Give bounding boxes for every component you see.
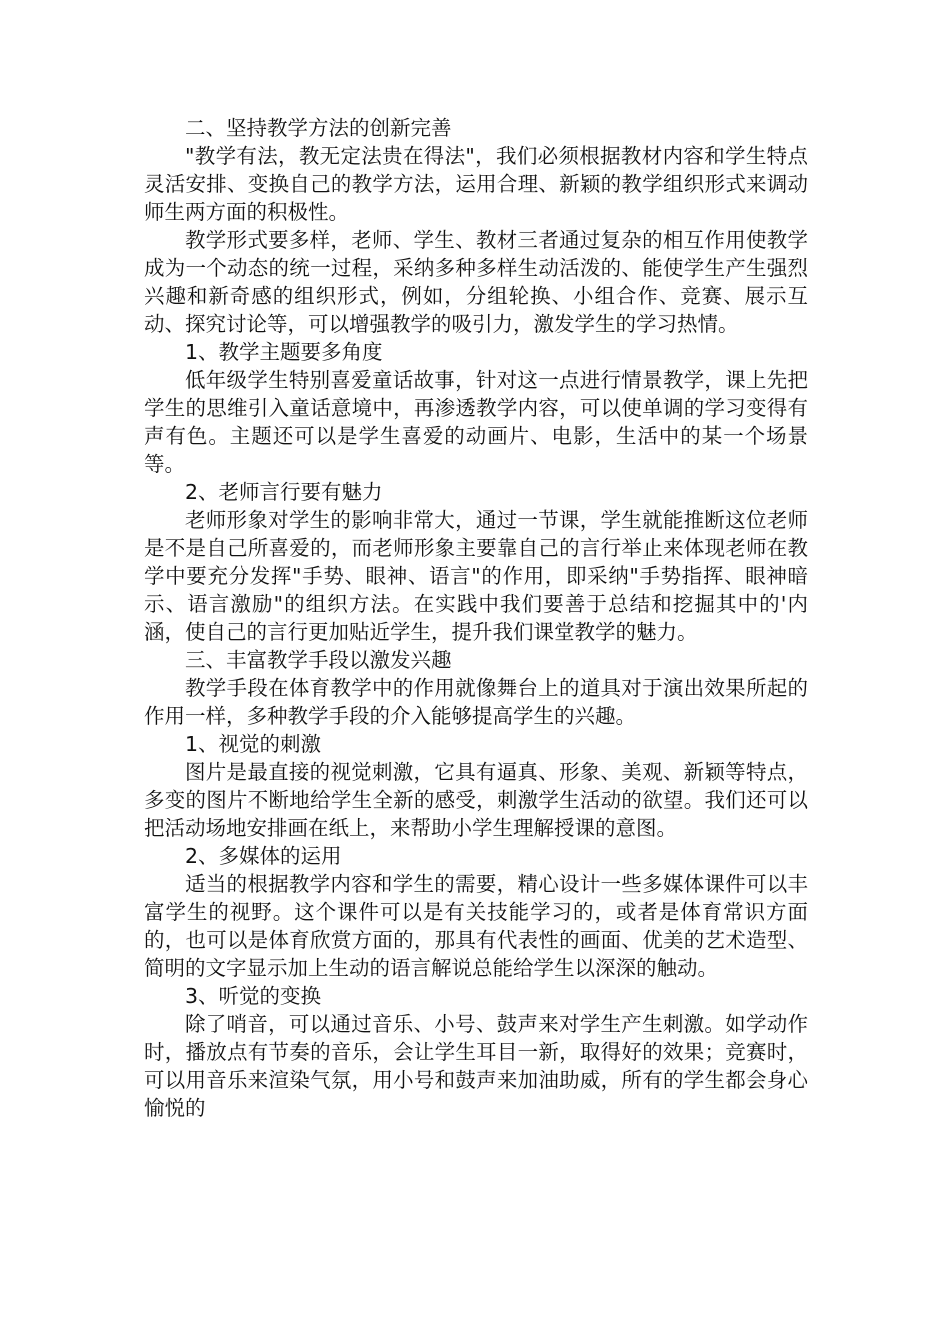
subheading-teaching-theme: 1、教学主题要多角度 <box>185 340 383 364</box>
subheading-teacher-charm: 2、老师言行要有魅力 <box>185 480 383 504</box>
subheading-visual: 1、视觉的刺激 <box>185 732 322 756</box>
subheading-multimedia: 2、多媒体的运用 <box>185 844 342 868</box>
body-paragraph: 除了哨音，可以通过音乐、小号、鼓声来对学生产生刺激。如学动作时，播放点有节奏的音乐，会让学生耳目一新，取得好的效果；竞赛时，可以用音乐来渲染气氛，用小号和鼓声来加油助威，所有的学生都会身心愉悦的 <box>144 1012 808 1120</box>
subheading-auditory: 3、听觉的变换 <box>185 984 322 1008</box>
section-heading-2: 二、坚持教学方法的创新完善 <box>185 116 452 140</box>
body-paragraph: 低年级学生特别喜爱童话故事，针对这一点进行情景教学，课上先把学生的思维引入童话意境中，再渗透教学内容，可以使单调的学习变得有声有色。主题还可以是学生喜爱的动画片、电影，生活中的某一个场景等。 <box>144 368 808 476</box>
body-paragraph: 教学手段在体育教学中的作用就像舞台上的道具对于演出效果所起的作用一样，多种教学手段的介入能够提高学生的兴趣。 <box>144 676 808 728</box>
body-paragraph: 图片是最直接的视觉刺激，它具有逼真、形象、美观、新颖等特点，多变的图片不断地给学生全新的感受，刺激学生活动的欲望。我们还可以把活动场地安排画在纸上，来帮助小学生理解授课的意图。 <box>144 760 808 840</box>
body-paragraph: 老师形象对学生的影响非常大，通过一节课，学生就能推断这位老师是不是自己所喜爱的，而老师形象主要靠自己的言行举止来体现老师在教学中要充分发挥"手势、眼神、语言"的作用，即采纳"手势指挥、眼神暗示、语言激励"的组织方法。在实践中我们要善于总结和挖掘其中的'内涵，使自己的言行更加贴近学生，提升我们课堂教学的魅力。 <box>144 508 808 644</box>
section-heading-3: 三、丰富教学手段以激发兴趣 <box>185 648 452 672</box>
body-paragraph: "教学有法，教无定法贵在得法"，我们必须根据教材内容和学生特点灵活安排、变换自己的教学方法，运用合理、新颖的教学组织形式来调动师生两方面的积极性。 <box>144 144 808 224</box>
body-paragraph: 教学形式要多样，老师、学生、教材三者通过复杂的相互作用使教学成为一个动态的统一过程，采纳多种多样生动活泼的、能使学生产生强烈兴趣和新奇感的组织形式，例如，分组轮换、小组合作、竞赛、展示互动、探究讨论等，可以增强教学的吸引力，激发学生的学习热情。 <box>144 228 808 336</box>
body-paragraph: 适当的根据教学内容和学生的需要，精心设计一些多媒体课件可以丰富学生的视野。这个课件可以是有关技能学习的，或者是体育常识方面的，也可以是体育欣赏方面的，那具有代表性的画面、优美的艺术造型、简明的文字显示加上生动的语言解说总能给学生以深深的触动。 <box>144 872 808 980</box>
document-page <box>144 114 808 1122</box>
